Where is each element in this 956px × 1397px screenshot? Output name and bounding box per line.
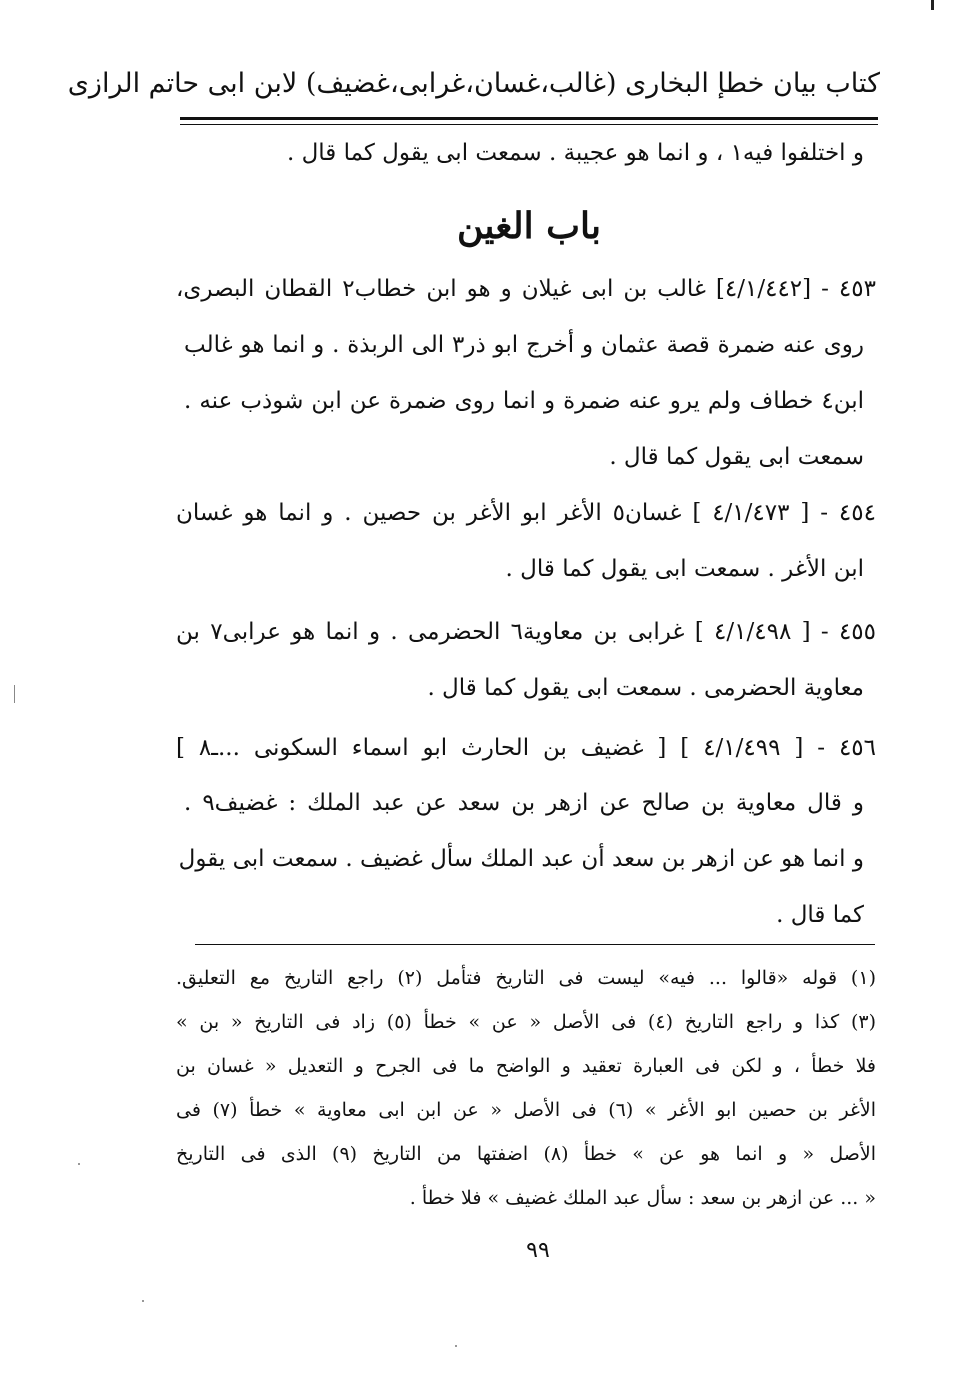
footnote-line-5: الأصل « و انما هو عن » خطأ (٨) اضفتها من التاريخ (٩) الذى فى التاريخ [176,1143,877,1165]
entry-456-line-4: كما قال . [776,902,864,928]
section-title: باب الغين [456,205,602,247]
entry-456-line-3: و انما هو عن ازهر بن سعد أن عبد الملك سأل غضيف . سمعت ابى يقول [178,846,864,872]
footnote-line-1: (١) قوله «قالوا ... فيه» ليست فى التاريخ فتأمل (٢) راجع التاريخ مع التعليق. [176,967,876,989]
entry-456-line-2: و قال معاوية بن صالح عن ازهر بن سعد عن عبد الملك : غضيف٩ . [184,790,864,816]
entry-453-line-1: ٤٥٣ - [٤/١/٤٤٢] غالب بن ابى غيلان و هو ابن خطاب٢ القطان البصرى، [176,276,876,302]
scan-speck [455,1345,457,1347]
header-rule-thick [180,117,878,120]
entry-454-line-1: ٤٥٤ - [ ٤/١/٤٧٣ ] غسان٥ الأغر ابو الأغر بن حصين . و انما هو غسان [176,500,876,526]
entry-453-line-4: سمعت ابى يقول كما قال . [609,444,864,470]
running-header: كتاب بيان خطإ البخارى (غالب،غسان،غرابى،غضيف) لابن ابى حاتم الرازى [67,68,880,99]
scan-speck [142,1300,144,1302]
entry-455-line-1: ٤٥٥ - [ ٤/١/٤٩٨ ] غرابى بن معاوية٦ الحضرمى . و انما هو عرابى٧ بن [176,619,876,645]
footnote-line-3: فلا خطأ ، و لكن فى العبارة تعقيد و الواضح ما فى الجرح و التعديل « غسان بن [176,1055,876,1077]
scan-edge-mark [931,0,934,10]
entry-453-line-3: ابن٤ خطاف ولم يرو عنه ضمرة و انما روى ضمرة عن ابن شوذب عنه . [184,388,864,414]
header-rule-thin [180,124,878,125]
scan-margin-mark [14,685,15,703]
page-number: ٩٩ [526,1238,550,1263]
entry-456-line-1: ٤٥٦ - [ ٤/١/٤٩٩ ] [ غضيف بن الحارث ابو اسماء السكونى ...ـ٨ ] [176,735,876,761]
footnote-rule [195,944,875,945]
footnote-line-2: (٣) كذا و راجع التاريخ (٤) فى الأصل « عن » خطأ (٥) زاد فى التاريخ « بن » [176,1011,876,1033]
scan-speck [78,1163,80,1165]
intro-line: و اختلفوا فيه١ ، و انما هو عجيبة . سمعت ابى يقول كما قال . [286,140,864,166]
footnote-line-6: « ... عن ازهر بن سعد : سأل عبد الملك غضيف » فلا خطأ . [409,1187,876,1209]
entry-454-line-2: ابن الأغر . سمعت ابى يقول كما قال . [505,556,864,582]
entry-455-line-2: معاوية الحضرمى . سمعت ابى يقول كما قال . [427,675,864,701]
footnote-line-4: الأغر بن حصين ابو الأغر » (٦) فى الأصل « عن ابن ابى معاوية » خطأ (٧) فى [176,1099,877,1121]
entry-453-line-2: روى عنه ضمرة قصة عثمان و أخرج ابو ذر٣ الى الربذة . و انما هو غالب [184,332,865,358]
